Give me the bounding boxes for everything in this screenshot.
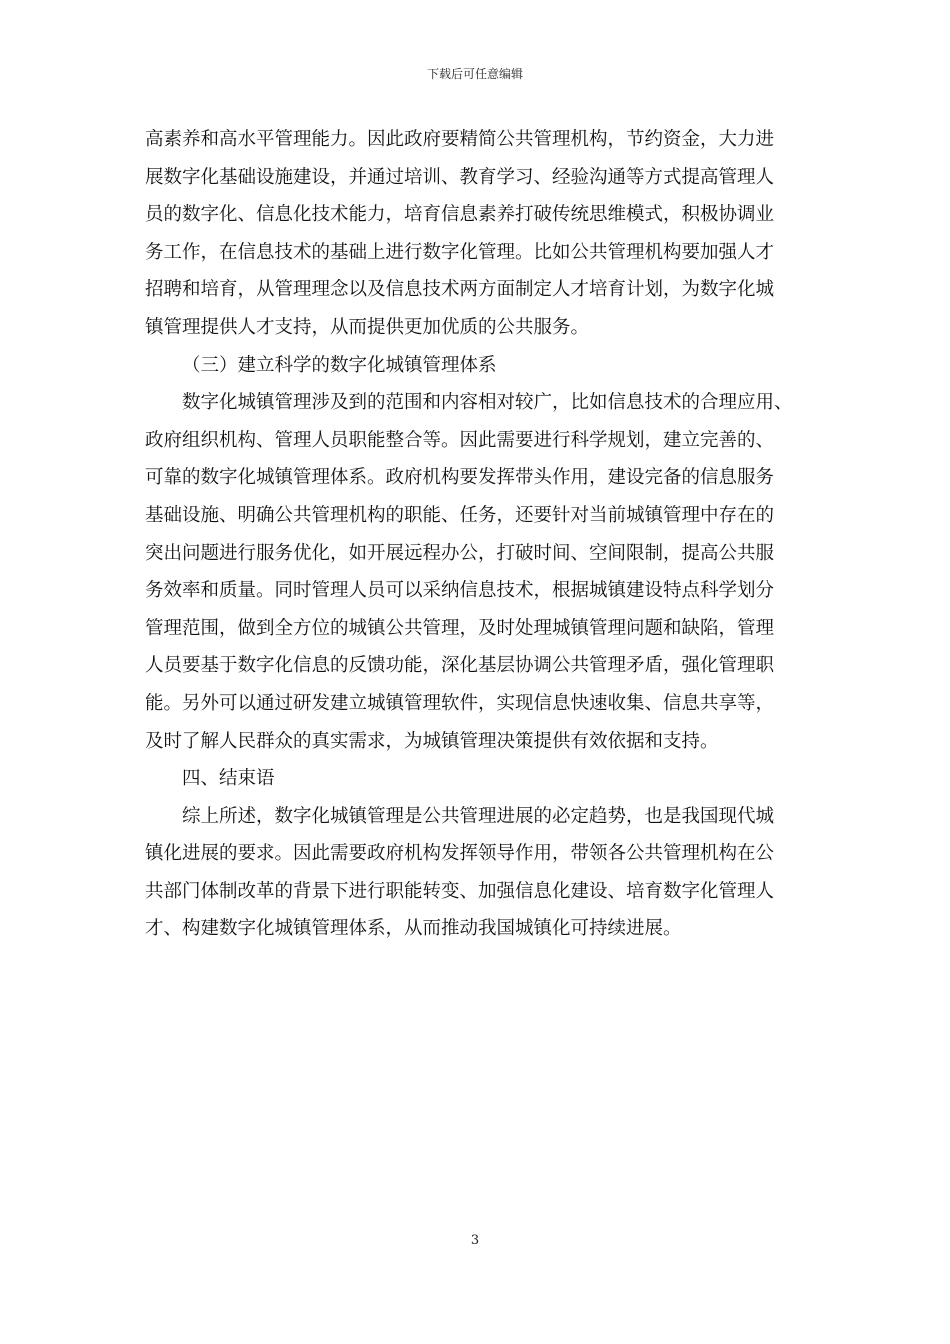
paragraph-line: 共部门体制改革的背景下进行职能转变、加强信息化建设、培育数字化管理人 [145,880,775,902]
page-header: 下载后可任意编辑 [426,67,523,81]
paragraph-line: 展数字化基础设施建设，并通过培训、教育学习、经验沟通等方式提高管理人 [145,166,775,188]
paragraph-line: 务效率和质量。同时管理人员可以采纳信息技术，根据城镇建设特点科学划分 [145,580,775,602]
paragraph-line: 可靠的数字化城镇管理体系。政府机构要发挥带头作用，建设完备的信息服务 [145,467,775,489]
paragraph-line: 能。另外可以通过研发建立城镇管理软件，实现信息快速收集、信息共享等， [145,692,775,714]
paragraph-line: 管理范围，做到全方位的城镇公共管理，及时处理城镇管理问题和缺陷，管理 [145,617,775,639]
paragraph-line: 员的数字化、信息化技术能力，培育信息素养打破传统思维模式，积极协调业 [145,204,775,226]
paragraph-line: 突出问题进行服务优化，如开展远程办公，打破时间、空间限制，提高公共服 [145,542,775,564]
paragraph-line: 镇管理提供人才支持，从而提供更加优质的公共服务。 [145,316,590,338]
page-number: 3 [470,1233,480,1248]
paragraph-line: 数字化城镇管理涉及到的范围和内容相对较广，比如信息技术的合理应用、 [182,392,793,414]
paragraph-line: 基础设施、明确公共管理机构的职能、任务，还要针对当前城镇管理中存在的 [145,504,775,526]
paragraph-line: 及时了解人民群众的真实需求，为城镇管理决策提供有效依据和支持。 [145,730,719,752]
section-heading: （三）建立科学的数字化城镇管理体系 [182,354,497,376]
paragraph-line: 政府组织机构、管理人员职能整合等。因此需要进行科学规划，建立完善的、 [145,429,775,451]
section-heading: 四、结束语 [182,768,275,790]
document-body [145,121,810,948]
paragraph-line: 高素养和高水平管理能力。因此政府要精简公共管理机构，节约资金，大力进 [145,129,775,150]
paragraph-line: 人员要基于数字化信息的反馈功能，深化基层协调公共管理矛盾，强化管理职 [145,655,775,677]
paragraph-line: 才、构建数字化城镇管理体系，从而推动我国城镇化可持续进展。 [145,918,682,940]
paragraph-line: 镇化进展的要求。因此需要政府机构发挥领导作用，带领各公共管理机构在公 [145,843,775,865]
paragraph-line: 综上所述，数字化城镇管理是公共管理进展的必定趋势，也是我国现代城 [182,805,775,827]
paragraph-line: 务工作，在信息技术的基础上进行数字化管理。比如公共管理机构要加强人才 [145,241,775,263]
paragraph-line: 招聘和培育，从管理理念以及信息技术两方面制定人才培育计划，为数字化城 [145,279,775,301]
